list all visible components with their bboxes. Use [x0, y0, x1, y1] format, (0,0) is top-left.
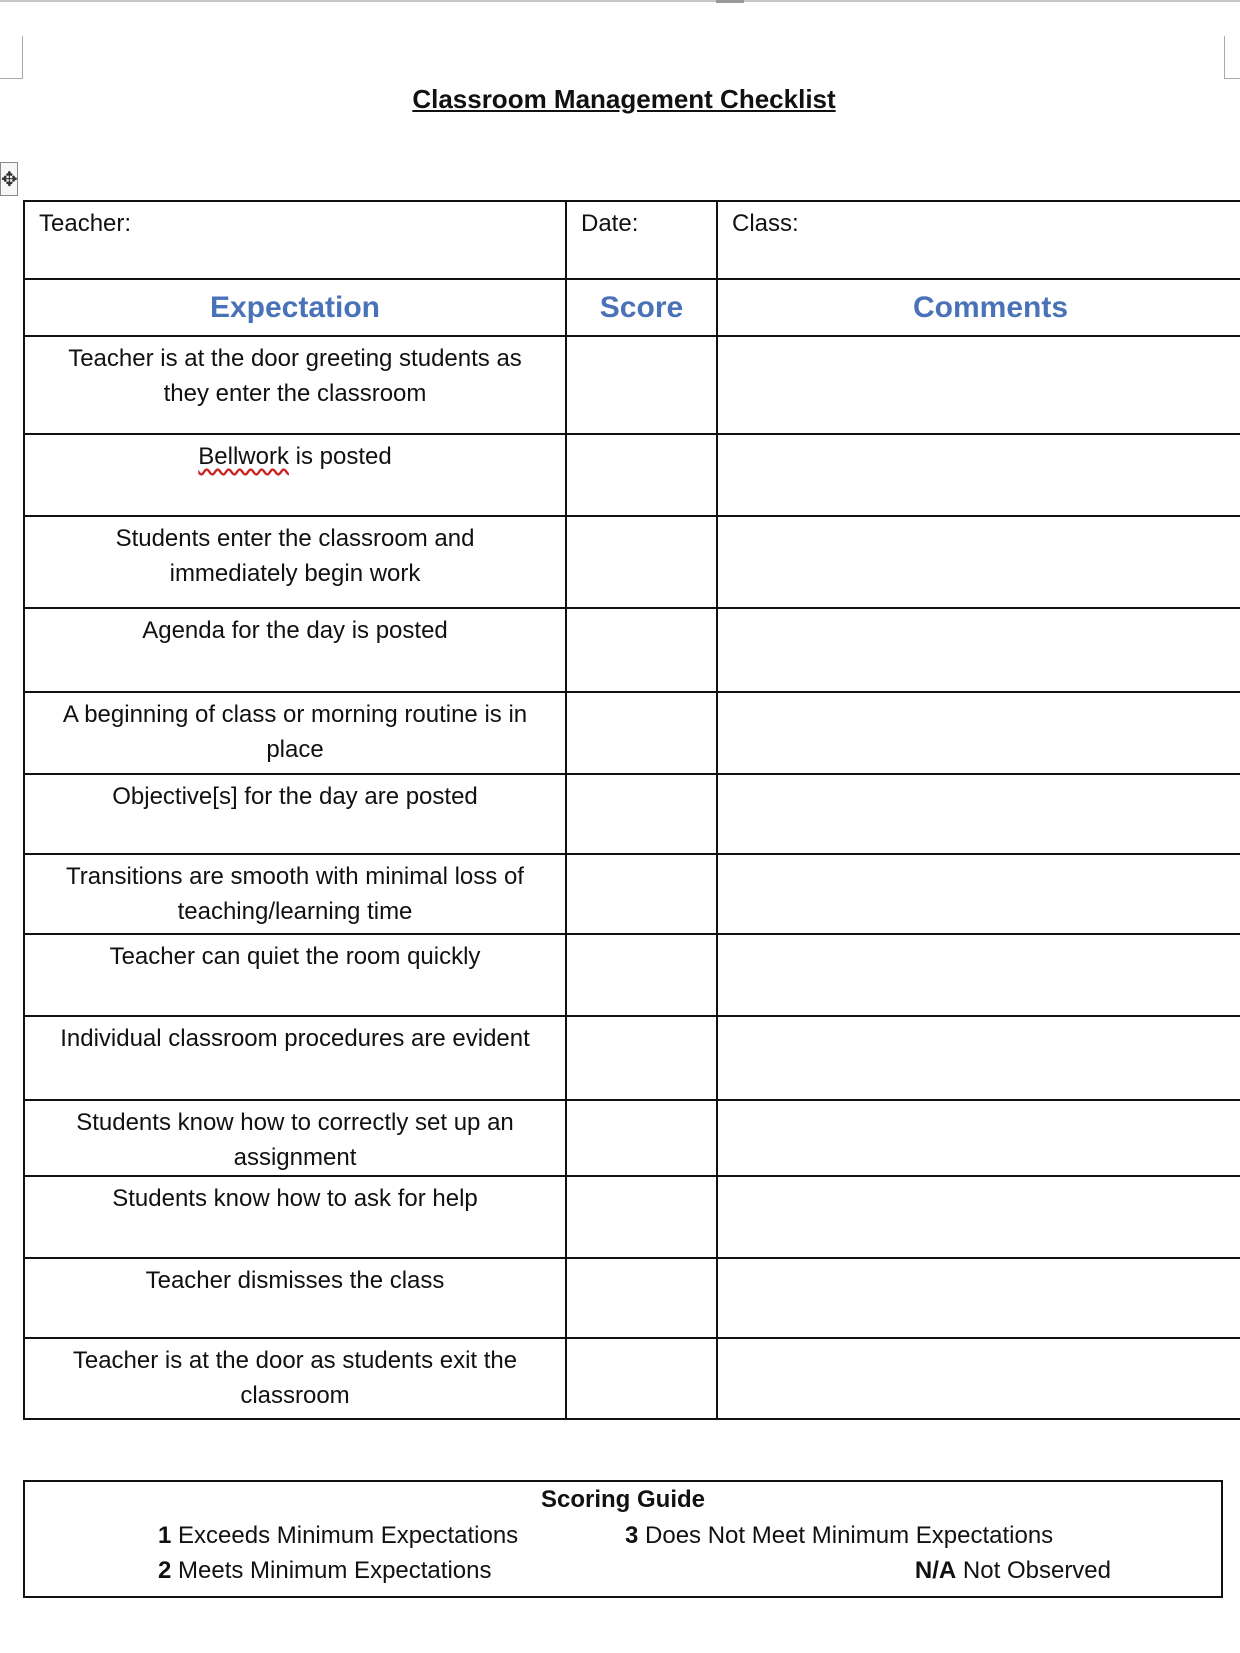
table-row — [24, 692, 1240, 774]
checklist-table — [23, 200, 1240, 1420]
score-cell[interactable] — [566, 934, 717, 1016]
table-row — [24, 608, 1240, 692]
table-row — [24, 1100, 1240, 1176]
expectation-cell: Students know how to correctly set up an assignment — [24, 1100, 566, 1176]
table-row — [24, 434, 1240, 516]
comments-cell[interactable] — [717, 608, 1240, 692]
comments-cell[interactable] — [717, 774, 1240, 854]
comments-cell[interactable] — [717, 1176, 1240, 1258]
comments-header: Comments — [717, 279, 1240, 336]
score-item-3: 3 Does Not Meet Minimum Expectations — [625, 1522, 1054, 1549]
score-cell[interactable] — [566, 434, 717, 516]
score-cell[interactable] — [566, 516, 717, 608]
table-row — [24, 1338, 1240, 1419]
expectation-cell: Transitions are smooth with minimal loss of teaching/learning time — [24, 854, 566, 934]
comments-cell[interactable] — [717, 1100, 1240, 1176]
column-header-row — [24, 279, 1240, 336]
expectation-cell: A beginning of class or morning routine is in place — [24, 692, 566, 774]
table-row — [24, 1258, 1240, 1338]
score-item-2: 2 Meets Minimum Expectations — [158, 1557, 492, 1584]
score-cell[interactable] — [566, 608, 717, 692]
table-row — [24, 336, 1240, 434]
expectation-cell: Teacher is at the door as students exit the classroom — [24, 1338, 566, 1419]
spellcheck-word: Bellwork — [198, 443, 289, 470]
score-cell[interactable] — [566, 1016, 717, 1100]
expectation-cell: Agenda for the day is posted — [24, 608, 566, 692]
document-title: Classroom Management Checklist — [412, 84, 836, 114]
comments-cell[interactable] — [717, 336, 1240, 434]
score-header: Score — [566, 279, 717, 336]
class-cell[interactable] — [717, 201, 1240, 279]
teacher-label: Teacher: — [39, 210, 132, 237]
score-cell[interactable] — [566, 336, 717, 434]
comments-cell[interactable] — [717, 434, 1240, 516]
ruler-marker — [716, 0, 744, 3]
score-item-1: 1 Exceeds Minimum Expectations — [158, 1522, 519, 1549]
expectation-cell: Teacher can quiet the room quickly — [24, 934, 566, 1016]
score-cell[interactable] — [566, 1258, 717, 1338]
score-cell[interactable] — [566, 1176, 717, 1258]
expectation-cell: Objective[s] for the day are posted — [24, 774, 566, 854]
score-cell[interactable] — [566, 774, 717, 854]
expectation-cell: Individual classroom procedures are evident — [24, 1016, 566, 1100]
table-row — [24, 854, 1240, 934]
expectation-cell: Bellwork is posted — [24, 434, 566, 516]
table-move-handle-icon[interactable]: ✥ — [0, 162, 18, 196]
scoring-guide-box — [23, 1480, 1223, 1598]
teacher-cell[interactable] — [24, 201, 566, 279]
comments-cell[interactable] — [717, 692, 1240, 774]
score-cell[interactable] — [566, 854, 717, 934]
expectation-cell: Teacher dismisses the class — [24, 1258, 566, 1338]
comments-cell[interactable] — [717, 934, 1240, 1016]
date-cell[interactable] — [566, 201, 717, 279]
expectation-cell: Students enter the classroom and immediately begin work — [24, 516, 566, 608]
comments-cell[interactable] — [717, 1338, 1240, 1419]
score-cell[interactable] — [566, 1100, 717, 1176]
score-item-na: N/A Not Observed — [914, 1557, 1111, 1584]
expectation-header: Expectation — [24, 279, 566, 336]
page-margin-corner-left — [0, 36, 23, 79]
page-margin-corner-right — [1224, 36, 1240, 79]
table-row — [24, 774, 1240, 854]
score-cell[interactable] — [566, 692, 717, 774]
page-top-border — [0, 0, 1240, 2]
expectation-cell: Students know how to ask for help — [24, 1176, 566, 1258]
class-label: Class: — [732, 210, 799, 237]
table-row — [24, 1016, 1240, 1100]
comments-cell[interactable] — [717, 1258, 1240, 1338]
comments-cell[interactable] — [717, 1016, 1240, 1100]
table-row — [24, 1176, 1240, 1258]
date-label: Date: — [581, 210, 639, 237]
table-row — [24, 516, 1240, 608]
info-row — [24, 201, 1240, 279]
score-cell[interactable] — [566, 1338, 717, 1419]
comments-cell[interactable] — [717, 516, 1240, 608]
scoring-guide-title: Scoring Guide — [540, 1486, 705, 1513]
comments-cell[interactable] — [717, 854, 1240, 934]
expectation-cell: Teacher is at the door greeting students as they enter the classroom — [24, 336, 566, 434]
table-row — [24, 934, 1240, 1016]
